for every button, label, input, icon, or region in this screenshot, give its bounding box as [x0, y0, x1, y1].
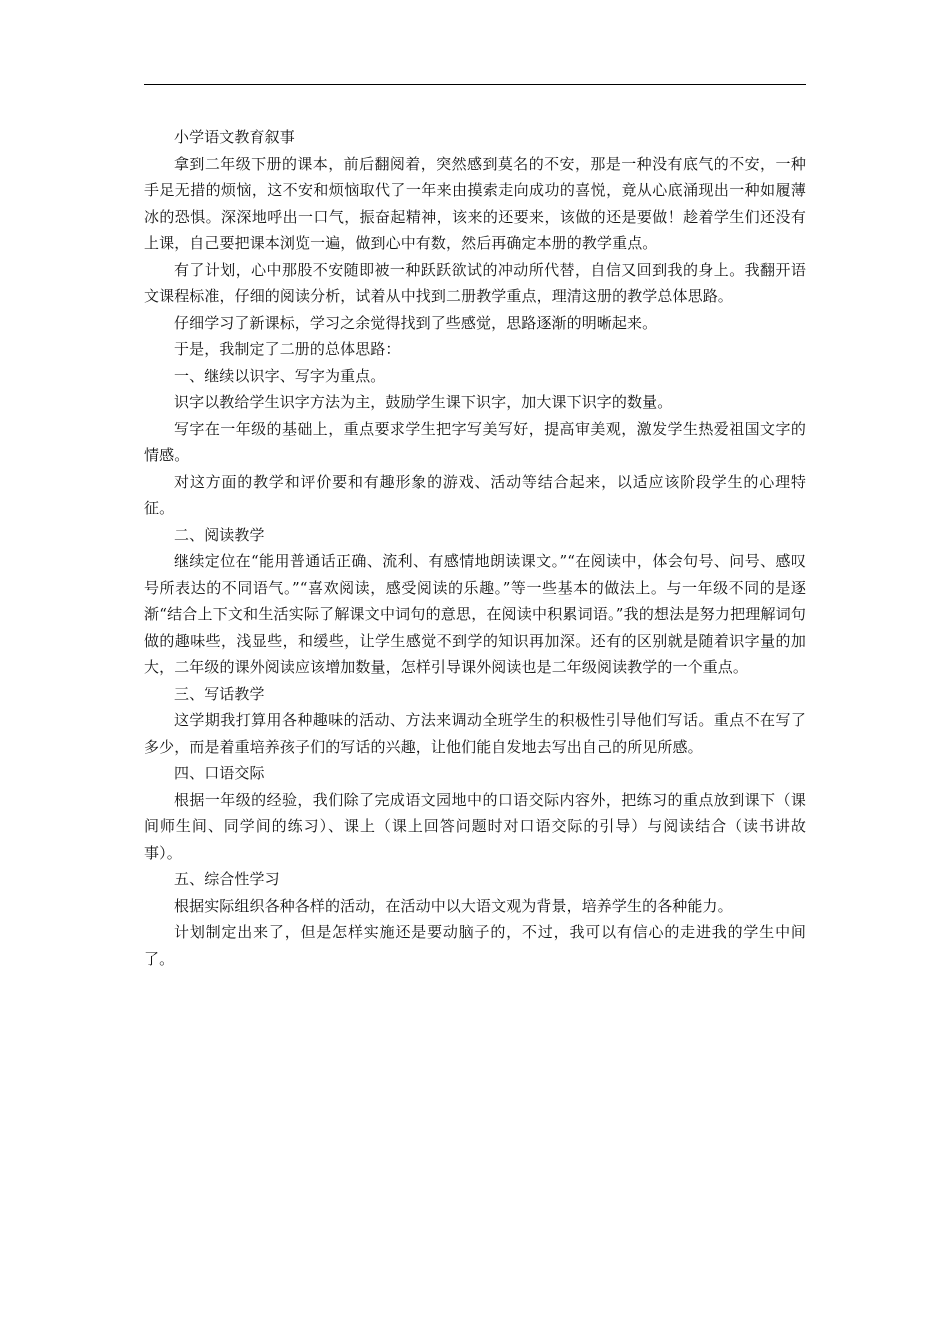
paragraph: 根据实际组织各种各样的活动，在活动中以大语文观为背景，培养学生的各种能力。: [174, 896, 733, 915]
paragraph: 写字在一年级的基础上，重点要求学生把字写美写好，提高审美观，激发学生热爱祖国文字的情感。: [144, 419, 806, 464]
paragraph: 计划制定出来了，但是怎样实施还是要动脑子的，不过，我可以有信心的走进我的学生中间了。: [144, 923, 806, 968]
paragraph: 根据一年级的经验，我们除了完成语文园地中的口语交际内容外，把练习的重点放到课下（课间师生间、同学间的练习）、课上（课上回答问题时对口语交际的引导）与阅读结合（读书讲故事）。: [144, 790, 806, 862]
header-rule: [144, 84, 806, 85]
paragraph: 拿到二年级下册的课本，前后翻阅着，突然感到莫名的不安，那是一种没有底气的不安，一种手足无措的烦恼，这不安和烦恼取代了一年来由摸索走向成功的喜悦，竟从心底涌现出一种如履薄冰的恐惧。深深地呼出一口气，振奋起精神，该来的还要来，该做的还是要做！趁着学生们还没有上课，自己要把课本浏览一遍，做到心中有数，然后再确定本册的教学重点。: [144, 154, 806, 252]
paragraph: 对这方面的教学和评价要和有趣形象的游戏、活动等结合起来，以适应该阶段学生的心理特征。: [144, 472, 806, 517]
section-heading: 五、综合性学习: [174, 870, 280, 888]
section-heading: 三、写话教学: [174, 684, 265, 703]
document-body: [144, 124, 806, 972]
section-heading: 四、口语交际: [174, 764, 265, 782]
paragraph: 这学期我打算用各种趣味的活动、方法来调动全班学生的积极性引导他们写话。重点不在写了多少，而是着重培养孩子们的写话的兴趣，让他们能自发地去写出自己的所见所感。: [144, 711, 806, 756]
paragraph: 于是，我制定了二册的总体思路：: [174, 340, 401, 358]
section-heading: 二、阅读教学: [174, 525, 265, 544]
paragraph: 仔细学习了新课标，学习之余觉得找到了些感觉，思路逐渐的明晰起来。: [174, 313, 658, 332]
document-title: 小学语文教育叙事: [174, 128, 295, 146]
section-heading: 一、继续以识字、写字为重点。: [174, 366, 386, 385]
paragraph: 继续定位在“能用普通话正确、流利、有感情地朗读课文。”“在阅读中，体会句号、问号、感叹号所表达的不同语气。”“喜欢阅读，感受阅读的乐趣。”等一些基本的做法上。与一年级不同的是逐渐“结合上下文和生活实际了解课文中词句的意思，在阅读中积累词语。”我的想法是努力把理解词句做的趣味些，浅显些，和缓些，让学生感觉不到学的知识再加深。还有的区别就是随着识字量的加大，二年级的课外阅读应该增加数量，怎样引导课外阅读也是二年级阅读教学的一个重点。: [144, 552, 806, 676]
paragraph: 有了计划，心中那股不安随即被一种跃跃欲试的冲动所代替，自信又回到我的身上。我翻开语文课程标准，仔细的阅读分析，试着从中找到二册教学重点，理清这册的教学总体思路。: [144, 260, 806, 305]
paragraph: 识字以教给学生识字方法为主，鼓励学生课下识字，加大课下识字的数量。: [174, 393, 673, 411]
